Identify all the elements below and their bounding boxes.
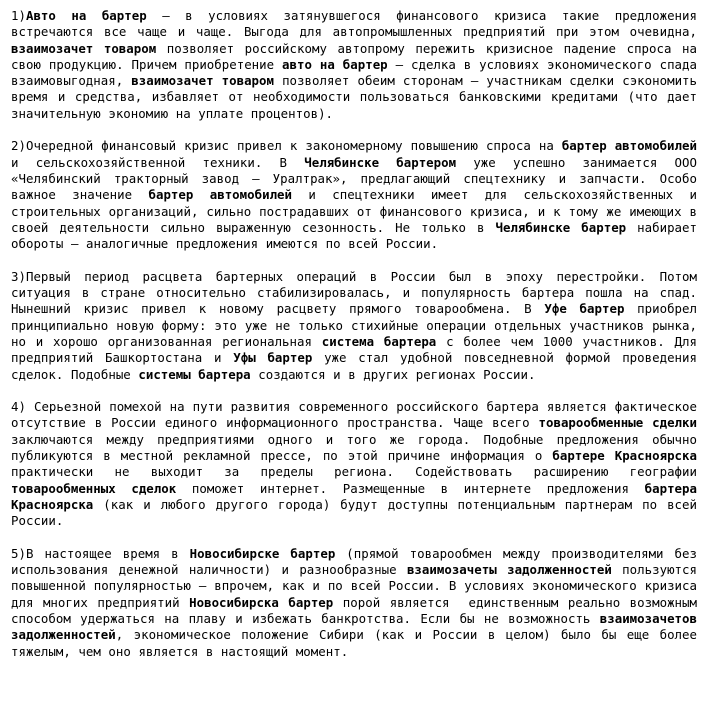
body-text: набирает обороты – аналогичные предложения имеются по всей России. xyxy=(11,219,705,252)
body-text: (как и любого другого города) будут доступны потенциальным партнерам по всей России. xyxy=(11,496,705,529)
body-text: поможет интернет. Размещенные в интернете предложения xyxy=(176,480,645,496)
body-text: 1) xyxy=(11,8,26,23)
keyword-phrase: Уфы бартер xyxy=(233,350,313,366)
keyword-phrase: Челябинске бартер xyxy=(495,219,627,235)
paragraph-4 xyxy=(11,399,705,529)
keyword-phrase: бартере Красноярска xyxy=(552,448,697,464)
body-text: , экономическое положение Сибири (как и России в целом) было бы еще более тяжелым, чем оно является в настоящий момент. xyxy=(11,627,705,659)
paragraph-2 xyxy=(11,138,705,252)
keyword-phrase: авто на бартер xyxy=(282,56,388,72)
keyword-phrase: система бартера xyxy=(321,333,437,349)
keyword-phrase: Новосибирске бартер xyxy=(189,545,336,561)
body-text: и сельскохозяйственной техники. В xyxy=(11,138,705,170)
body-text: создаются и в других регионах России. xyxy=(250,366,536,382)
keyword-phrase: взаимозачет товаром xyxy=(131,73,274,89)
keyword-phrase: Новосибирска бартер xyxy=(189,594,334,610)
body-text: 3)Первый период расцвета бартерных операций в России был в эпоху перестройки. Потом ситуация в стране относительно стабилизировалась, и популярность бартера пошла на спад. Нынешний кризис привел к новому расцвету прямого товарообмена. В xyxy=(11,268,705,317)
body-text: 2)Очередной финансовый кризис привел к закономерному повышению спроса на xyxy=(11,138,562,154)
body-text: с более чем 1000 участников. Для предприятий Башкортостана и xyxy=(11,333,705,366)
body-text: и спецтехники имеет для сельскохозяйственных и строительных организаций, сильно пострадавших от финансового кризиса, и к тому же имеющих в своей деятельности сильно выраженную сезонность. Не только в xyxy=(11,187,705,235)
paragraph-3 xyxy=(11,268,705,383)
body-text: уже успешно занимается ООО «Челябинский тракторный завод – Уралтрак», предлагающий спецтехнику и запчасти. Особо важное значение xyxy=(11,154,705,203)
body-text: уже стал удобной повседневной формой проведения сделок. Подобные xyxy=(11,350,705,382)
keyword-phrase: товарообменных сделок xyxy=(11,480,177,496)
keyword-phrase: взаимозачетов задолженностей xyxy=(11,610,705,643)
body-text: позволяет российскому автопрому пережить кризисное падение спроса на свою продукцию. Причем приобретение xyxy=(11,40,705,72)
body-text: (прямой товарообмен между производителями без использования денежной наличности) и разнообразные xyxy=(11,545,705,578)
keyword-phrase: взаимозачет товаром xyxy=(11,40,157,56)
keyword-phrase: Уфе бартер xyxy=(544,301,625,317)
keyword-phrase: взаимозачеты задолженностей xyxy=(406,562,612,578)
paragraph-1 xyxy=(11,8,705,122)
body-text: 5)В настоящее время в xyxy=(11,545,190,561)
body-text: 4) Серьезной помехой на пути развития современного российского бартера является фактическое отсутствие в России единого информационного пространства. Чаще всего xyxy=(11,399,705,431)
body-text: порой является единственным реально возможным способом удержаться на плаву и избежать банкротства. Если бы не возможность xyxy=(11,594,705,626)
keyword-phrase: Авто на бартер xyxy=(25,8,147,23)
body-text: – в условиях затянувшегося финансового кризиса такие предложения встречаются все чаще и чаще. Выгода для автопромышленных предприятий при этом очевидна, xyxy=(11,8,705,40)
paragraph-5 xyxy=(11,545,705,660)
body-text: позволяет обеим сторонам – участникам сделки сэкономить время и средства, избавляет от необходимости пользоваться банковскими кредитами (что дает значительную экономию на уплате процентов). xyxy=(11,73,705,121)
body-text: практически не выходит за пределы региона. Содействовать расширению географии xyxy=(11,448,705,480)
body-text: – сделка в условиях экономического спада взаимовыгодная, xyxy=(11,56,705,89)
body-text: приобрел принципиально новую форму: это уже не только стихийные операции отдельных участников рынка, но и хорошо организованная региональная xyxy=(11,301,705,349)
keyword-phrase: Челябинске бартером xyxy=(304,154,457,170)
keyword-phrase: системы бартера xyxy=(138,366,251,382)
keyword-phrase: товарообменные сделки xyxy=(538,415,697,431)
keyword-phrase: бартер автомобилей xyxy=(561,138,697,154)
keyword-phrase: бартера Красноярска xyxy=(11,480,705,512)
keyword-phrase: бартер автомобилей xyxy=(148,187,293,203)
body-text: пользуются повышенной популярностью – впрочем, как и по всей России. В условиях экономического кризиса для многих предприятий xyxy=(11,562,705,610)
body-text: заключаются между предприятиями одного и того же города. Подобные предложения обычно публикуются в местной рекламной прессе, по этой причине информация о xyxy=(11,415,705,464)
